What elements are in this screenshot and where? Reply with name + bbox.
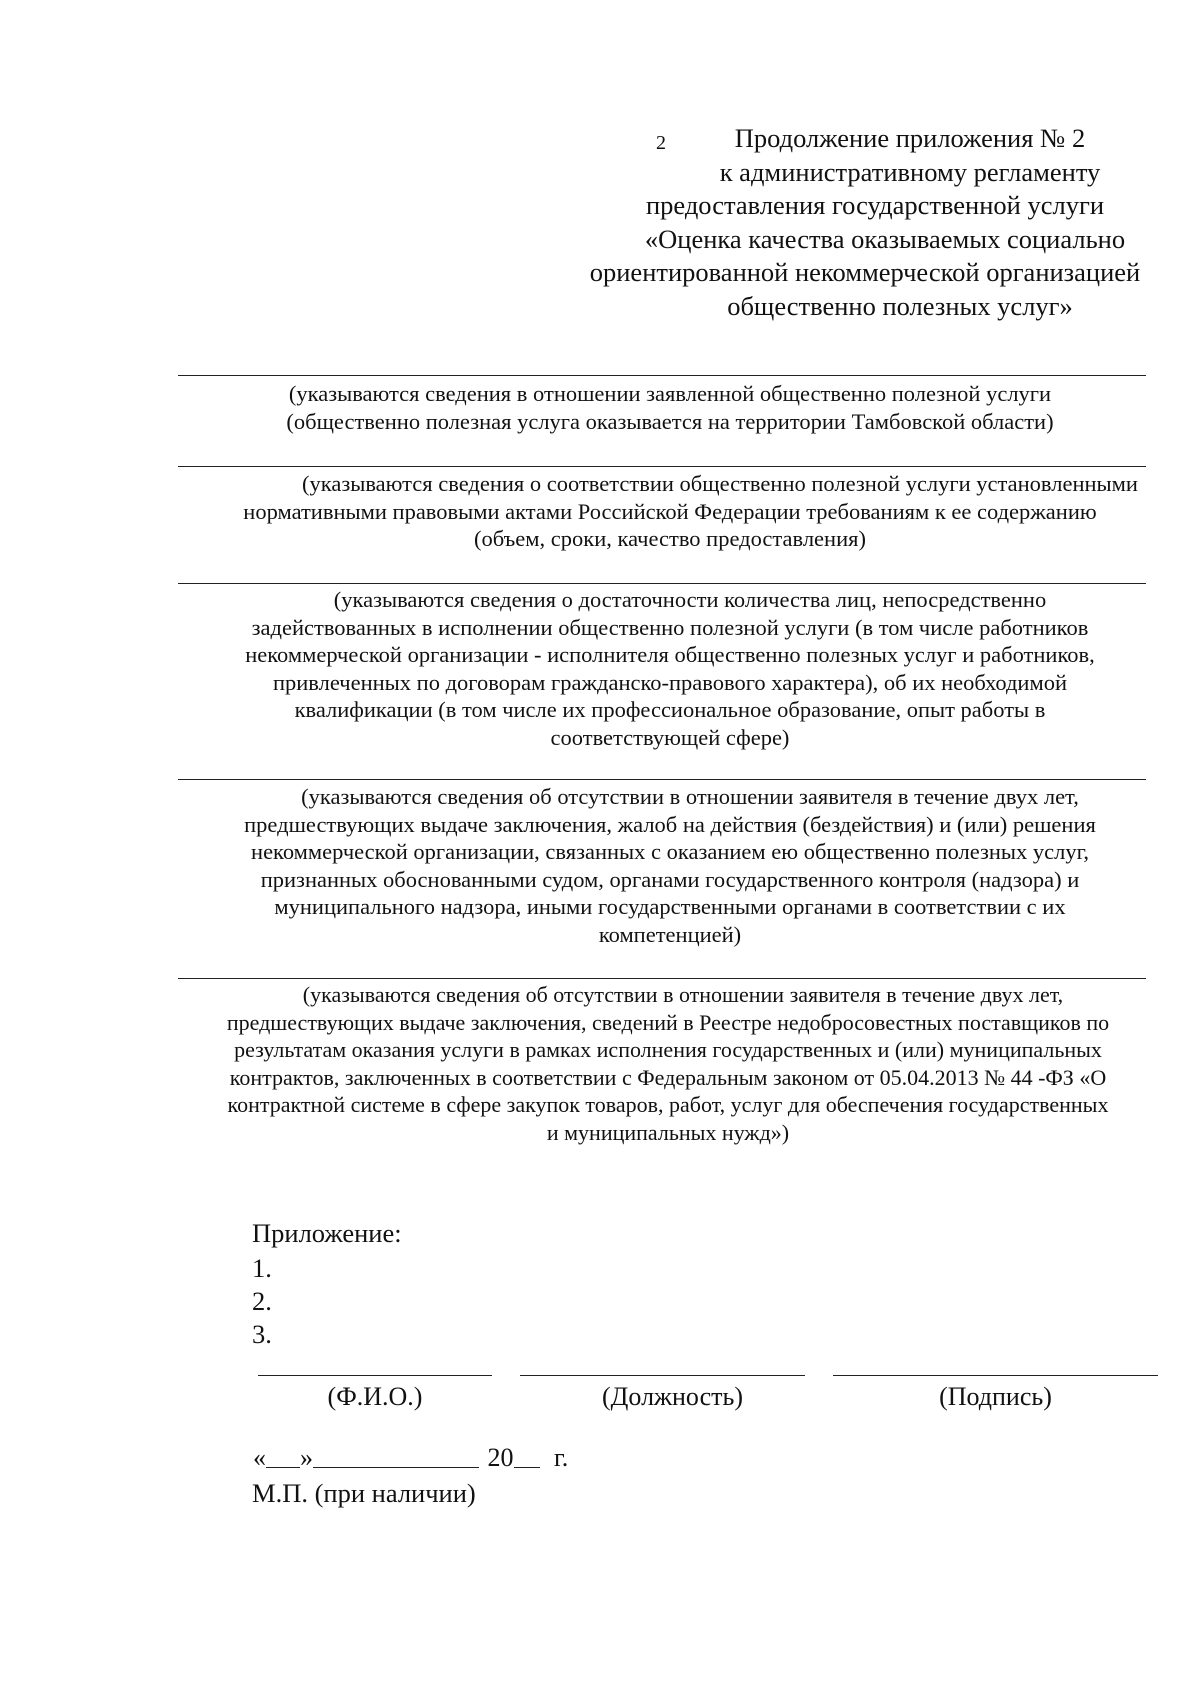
note-line: и муниципальных нужд»)	[546, 1119, 790, 1145]
section-note	[178, 981, 1158, 1146]
section-note	[190, 783, 1150, 948]
attachment-title: Приложение:	[252, 1218, 402, 1248]
date-open-quote: «	[253, 1443, 266, 1472]
date-close-quote: »	[300, 1443, 313, 1472]
note-line: квалификации (в том числе их профессиональное образование, опыт работы в	[294, 697, 1046, 722]
note-line: соответствующей сфере)	[550, 724, 790, 750]
header-line: к административному регламенту	[719, 156, 1101, 187]
fill-in-line[interactable]	[178, 583, 1146, 584]
attachment-item: 2.	[252, 1286, 272, 1316]
note-line: предшествующих выдаче заключения, сведений в Реестре недобросовестных поставщиков по	[226, 1009, 1110, 1035]
section-note	[190, 380, 1150, 435]
note-line: нормативными правовыми актами Российской Федерации требованиям к ее содержанию	[243, 498, 1097, 524]
note-line: некоммерческой организации - исполнителя общественно полезных услуг и работников,	[245, 642, 1095, 667]
note-line: задействованных в исполнении общественно полезной услуги (в том числе работников	[251, 614, 1089, 640]
note-line: контрактной системе в сфере закупок товаров, работ, услуг для обеспечения государственных	[227, 1092, 1109, 1117]
section-note	[190, 586, 1150, 751]
section-note	[188, 470, 1152, 553]
note-line: привлеченных по договорам гражданско-правового характера), об их необходимой	[272, 669, 1068, 695]
note-line: результатам оказания услуги в рамках исполнения государственных и (или) муниципальных	[234, 1037, 1102, 1062]
note-line: (указываются сведения об отсутствии в отношении заявителя в течение двух лет,	[301, 784, 1079, 809]
header-line: общественно полезных услуг»	[727, 290, 1073, 321]
fio-label: (Ф.И.О.)	[327, 1382, 423, 1411]
signature-label: (Подпись)	[939, 1382, 1052, 1411]
note-line: контрактов, заключенных в соответствии с Федеральным законом от 05.04.2013 № 44 -ФЗ «О	[229, 1064, 1107, 1090]
year-prefix: 20	[487, 1443, 514, 1472]
note-line: (указываются сведения об отсутствии в отношении заявителя в течение двух лет,	[302, 982, 1064, 1007]
fill-in-line[interactable]	[178, 978, 1146, 979]
document-header	[540, 122, 1160, 323]
position-label: (Должность)	[602, 1382, 743, 1411]
fill-in-line[interactable]	[178, 779, 1146, 780]
note-line: компетенцией)	[598, 921, 742, 947]
year-suffix: г.	[554, 1443, 569, 1472]
note-line: (указываются сведения о соответствии общественно полезной услуги установленными	[302, 471, 1138, 496]
note-line: муниципального надзора, иными государственными органами в соответствии с их	[274, 894, 1066, 919]
fill-in-line[interactable]	[178, 375, 1146, 376]
month-field[interactable]	[313, 1466, 479, 1468]
note-line: (общественно полезная услуга оказывается на территории Тамбовской области)	[286, 408, 1054, 434]
position-line[interactable]	[520, 1375, 805, 1376]
fio-line[interactable]	[258, 1375, 492, 1376]
header-line: ориентированной некоммерческой организацией	[589, 257, 1141, 287]
header-line: «Оценка качества оказываемых социально	[644, 223, 1126, 254]
signature-line[interactable]	[833, 1375, 1158, 1376]
page-number: 2	[656, 132, 666, 154]
attachment-item: 1.	[252, 1253, 272, 1283]
note-line: (указываются сведения о достаточности количества лиц, непосредственно	[333, 587, 1047, 612]
note-line: предшествующих выдаче заключения, жалоб на действия (бездействия) и (или) решения	[244, 811, 1096, 837]
header-line: предоставления государственной услуги	[645, 190, 1105, 220]
note-line: (объем, сроки, качество предоставления)	[474, 526, 866, 551]
note-line: (указываются сведения в отношении заявленной общественно полезной услуги	[288, 381, 1052, 406]
year-field[interactable]	[514, 1466, 540, 1468]
stamp-note: М.П. (при наличии)	[252, 1478, 476, 1508]
attachment-item: 3.	[252, 1319, 272, 1349]
day-field[interactable]	[266, 1466, 300, 1468]
note-line: признанных обоснованными судом, органами государственного контроля (надзора) и	[260, 866, 1080, 892]
date-line	[253, 1443, 568, 1473]
header-line: Продолжение приложения № 2	[734, 123, 1086, 153]
note-line: некоммерческой организации, связанных с оказанием ею общественно полезных услуг,	[251, 839, 1089, 864]
fill-in-line[interactable]	[178, 466, 1146, 467]
